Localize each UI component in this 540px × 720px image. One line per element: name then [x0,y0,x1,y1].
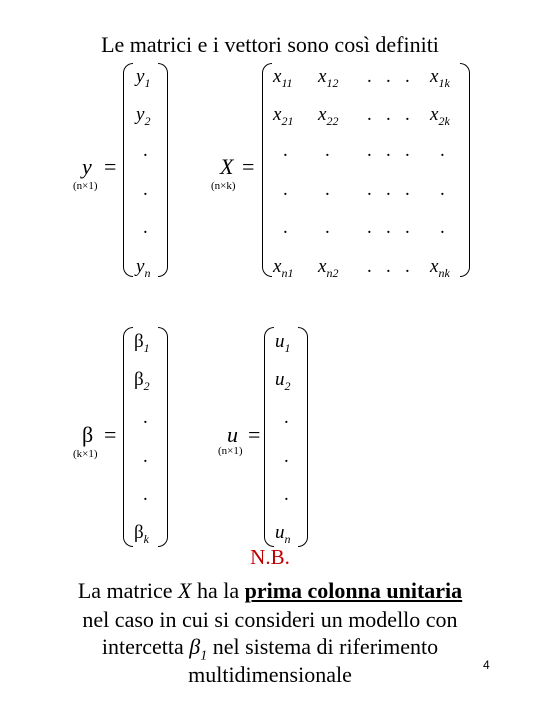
X-left-bracket [262,63,272,277]
y-right-bracket [158,63,168,277]
X-dot: . [325,217,330,238]
u-dot: . [284,484,289,505]
u-entry-n: $u_n$ [275,522,291,546]
X-equals: = [242,154,255,179]
X-dot: . [283,217,288,238]
u-entry-2: $u_2$ [275,369,291,393]
X-dot: . [405,104,410,125]
X-dot: . [325,179,330,200]
X-dot: . [386,217,391,238]
nb-header: N.B. [250,545,290,569]
X-dim: (n×k) [211,180,236,192]
X-dot: . [386,179,391,200]
beta-entry-1: $\beta_1$ [134,331,150,355]
X-cell-21: $x_{21}$ [273,104,294,128]
y-dot: . [143,179,148,200]
X-dot: . [367,217,372,238]
u-right-bracket [298,327,308,547]
y-dot: . [143,140,148,161]
X-cell-2k: $x_{2k}$ [430,104,450,128]
X-dot: . [405,217,410,238]
note-line-4: multidimensionale [188,662,352,687]
X-dot: . [440,217,445,238]
X-cell-12: $x_{12}$ [318,66,339,90]
X-dot: . [405,140,410,161]
note-line-2: nel caso in cui si consideri un modello con [82,607,458,632]
X-dot: . [367,179,372,200]
X-dot: . [386,256,391,277]
beta-right-bracket [158,327,168,547]
y-dot: . [143,217,148,238]
X-dot: . [367,104,372,125]
X-dot: . [367,140,372,161]
beta-left-bracket [123,327,133,547]
y-equals: = [104,154,117,179]
X-dot: . [440,179,445,200]
beta-dot: . [143,484,148,505]
X-cell-n1: $x_{n1}$ [273,256,294,280]
X-label: X [220,154,234,179]
u-equals: = [248,422,261,447]
X-dot: . [440,140,445,161]
beta-dim: (k×1) [73,448,98,460]
y-dim: (n×1) [73,180,98,192]
beta-entry-2: $\beta_2$ [134,369,150,393]
X-cell-n2: $x_{n2}$ [318,256,339,280]
X-dot: . [405,66,410,87]
X-dot: . [367,256,372,277]
X-right-bracket [460,63,470,277]
note-line-3: intercetta $\beta_1$ nel sistema di riferimento [101,634,439,664]
X-cell-11: $x_{11}$ [273,66,293,90]
X-dot: . [386,104,391,125]
note-line-1: La matrice X ha la prima colonna unitaria [77,578,463,603]
X-dot: . [283,179,288,200]
page-number: 4 [483,658,490,672]
X-dot: . [367,66,372,87]
note-emphasis: prima colonna unitaria [244,578,463,603]
X-cell-nk: $x_{nk}$ [430,256,450,280]
beta-label: β [82,422,94,447]
u-left-bracket [264,327,274,547]
y-entry-2: $y_2$ [136,104,151,128]
X-dot: . [386,66,391,87]
y-entry-n: $y_n$ [136,256,151,280]
beta-equals: = [104,422,117,447]
X-cell-22: $x_{22}$ [318,104,339,128]
X-dot: . [325,140,330,161]
X-dot: . [405,256,410,277]
u-dot: . [284,446,289,467]
page-title: Le matrici e i vettori sono così definiti [101,32,439,57]
beta-dot: . [143,407,148,428]
X-dot: . [283,140,288,161]
X-cell-1k: $x_{1k}$ [430,66,450,90]
u-dim: (n×1) [218,445,243,457]
y-left-bracket [123,63,133,277]
y-entry-1: $y_1$ [136,66,151,90]
u-dot: . [284,407,289,428]
u-entry-1: $u_1$ [275,331,291,355]
beta-dot: . [143,446,148,467]
X-dot: . [386,140,391,161]
y-label: y [82,154,92,179]
X-dot: . [405,179,410,200]
u-label: u [227,422,238,447]
beta-entry-k: $\beta_k$ [134,522,149,546]
